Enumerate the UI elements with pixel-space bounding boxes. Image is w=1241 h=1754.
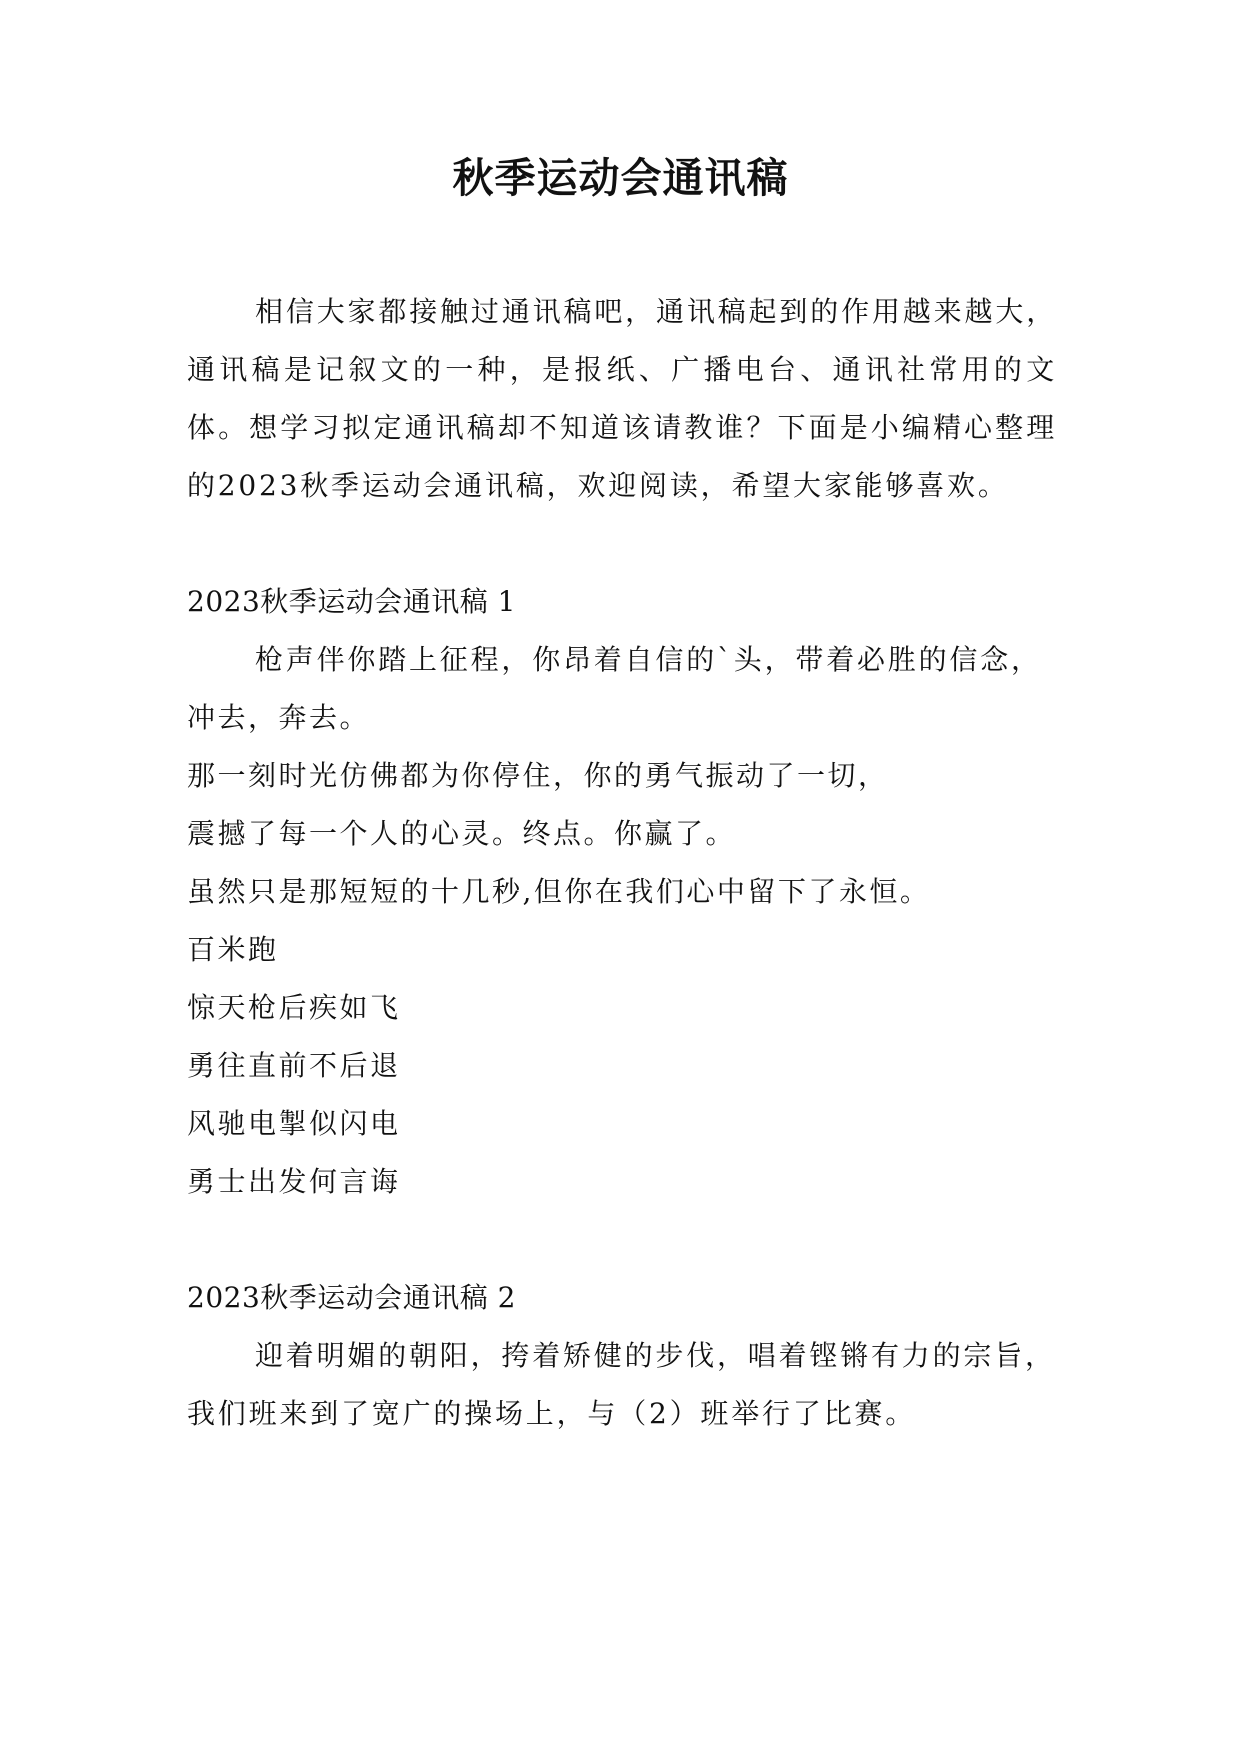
- document-body: [187, 283, 1057, 1443]
- intro-paragraph: 相信大家都接触过通讯稿吧，通讯稿起到的作用越来越大，通讯稿是记叙文的一种，是报纸、广播电台、通讯社常用的文体。想学习拟定通讯稿却不知道该请教谁？下面是小编精心整理的2023秋季运动会通讯稿，欢迎阅读，希望大家能够喜欢。: [187, 295, 1057, 502]
- poem-line: 冲去，奔去。: [187, 701, 371, 734]
- section-heading-1: 2023秋季运动会通讯稿 1: [187, 585, 516, 618]
- poem-line: 百米跑: [187, 933, 279, 966]
- section-heading-2: 2023秋季运动会通讯稿 2: [187, 1281, 516, 1314]
- poem-line: 勇士出发何言诲: [187, 1165, 401, 1198]
- section-spacer: [187, 515, 1057, 573]
- document-title: 秋季运动会通讯稿: [452, 154, 789, 202]
- poem-line: 风驰电掣似闪电: [187, 1107, 401, 1140]
- poem-line: 震撼了每一个人的心灵。终点。你赢了。: [187, 817, 737, 850]
- poem-line: 惊天枪后疾如飞: [187, 991, 401, 1024]
- section-spacer: [187, 1211, 1057, 1269]
- poem-line: 虽然只是那短短的十几秒,但你在我们心中留下了永恒。: [187, 875, 931, 908]
- section-1-opening: 枪声伴你踏上征程，你昂着自信的`头，带着必胜的信念，: [255, 643, 1042, 676]
- poem-line: 勇往直前不后退: [187, 1049, 401, 1082]
- section-2-paragraph: 迎着明媚的朝阳，挎着矫健的步伐，唱着铿锵有力的宗旨，我们班来到了宽广的操场上，与（2）班举行了比赛。: [187, 1339, 1056, 1430]
- poem-line: 那一刻时光仿佛都为你停住，你的勇气振动了一切，: [187, 759, 889, 792]
